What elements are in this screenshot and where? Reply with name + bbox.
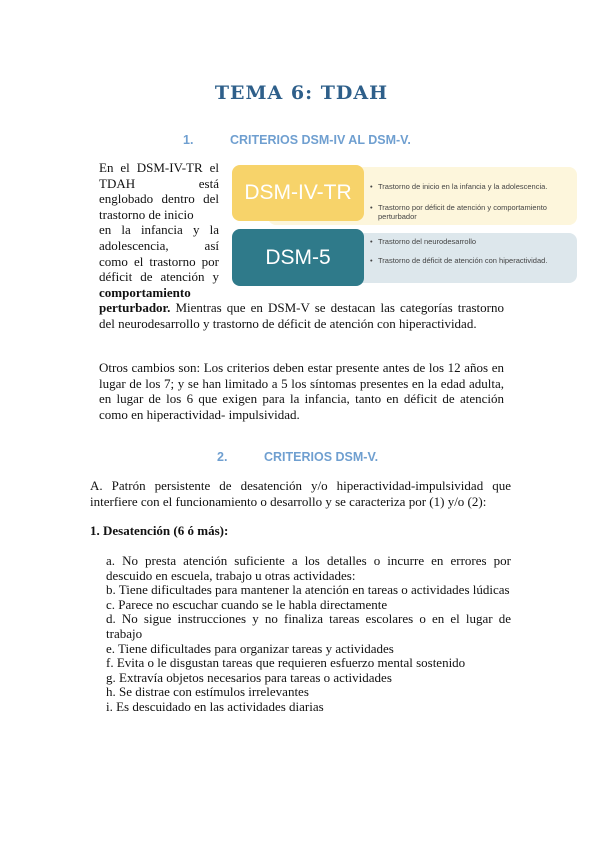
paragraph-changes: Otros cambios son: Los criterios deben estar presente antes de los 12 años en lugar de los 7; y se han limitado a 5 los síntomas presentes en la edad adulta, en lugar de los 6 que exigen para la infancia, tanto en déficit de atención como en hiperactividad- impulsividad. <box>99 360 504 422</box>
dsm5-bullet: • Trastorno del neurodesarrollo <box>370 237 578 246</box>
dsm5-bullet: • Trastorno de déficit de atención con hiperactividad. <box>370 256 578 265</box>
intro-left-column <box>99 160 219 300</box>
text-line: en la infancia y la <box>99 222 219 238</box>
list-item: g. Extravía objetos necesarios para tareas o actividades <box>106 669 392 685</box>
section-title: CRITERIOS DSM-IV AL DSM-V. <box>230 133 411 147</box>
text-line: como el trastorno por <box>99 253 219 269</box>
section-title: CRITERIOS DSM-V. <box>264 450 379 464</box>
section-number: 1. <box>183 133 194 147</box>
bold-word: perturbador. <box>99 300 171 315</box>
criterion-a: A. Patrón persistente de desatención y/o hiperactividad-impulsividad que interfiere con el funcionamiento o desarrollo y se caracteriza por (1) y/o (2): <box>90 478 511 509</box>
text-line-bold: comportamiento <box>99 284 191 300</box>
section-number: 2. <box>217 450 228 464</box>
list-item: a. No presta atención suficiente a los detalles o incurre en errores por descuido en escuela, trabajo u otras actividades: <box>106 553 511 583</box>
list-item: e. Tiene dificultades para organizar tareas y actividades <box>106 640 394 656</box>
dsm4-bullet: • Trastorno por déficit de atención y comportamiento perturbador <box>370 203 578 221</box>
text-line: déficit de atención y <box>99 269 219 285</box>
dsm4-label-box: DSM-IV-TR <box>232 165 364 221</box>
list-item: c. Parece no escuchar cuando se le habla directamente <box>106 596 388 612</box>
list-item: b. Tiene dificultades para mantener la atención en tareas o actividades lúdicas <box>106 582 510 598</box>
text-line: TDAH está <box>99 175 219 191</box>
intro-text: Mientras que en DSM-V se destacan las categorías trastorno del neurodesarrollo y trastorno de déficit de atención con hiperactividad. <box>99 300 504 331</box>
page-title: TEMA 6: TDAH <box>214 82 389 104</box>
dsm-comparison-diagram <box>232 165 577 287</box>
dsm5-label-box: DSM-5 <box>232 229 364 286</box>
list-item: f. Evita o le disgustan tareas que requieren esfuerzo mental sostenido <box>106 655 466 671</box>
dsm4-bullet: • Trastorno de inicio en la infancia y la adolescencia. <box>370 182 578 191</box>
text-line: englobado dentro del <box>99 191 219 207</box>
text-line: En el DSM-IV-TR el <box>99 160 219 175</box>
list-item: d. No sigue instrucciones y no finaliza tareas escolares o en el lugar de trabajo <box>106 611 511 641</box>
list-item: h. Se distrae con estímulos irrelevantes <box>106 684 309 700</box>
intro-paragraph-continued <box>99 300 504 331</box>
list-item: i. Es descuidado en las actividades diarias <box>106 698 324 714</box>
text-line: trastorno de inicio <box>99 206 194 222</box>
text-line: adolescencia, así <box>99 237 219 253</box>
inattention-list <box>106 554 511 715</box>
inattention-heading: 1. Desatención (6 ó más): <box>90 523 229 538</box>
